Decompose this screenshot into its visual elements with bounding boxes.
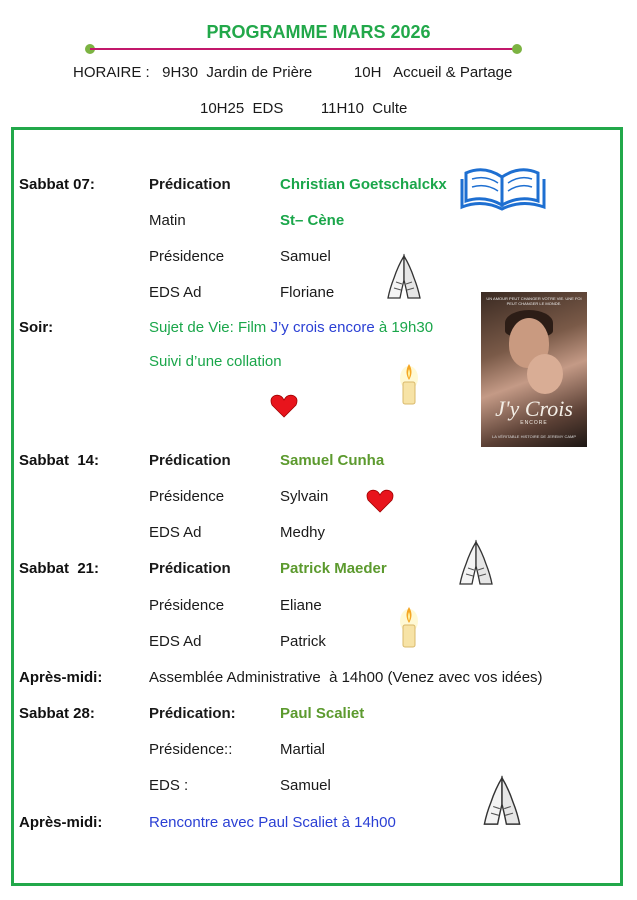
sabbat-21-predication-label: Prédication [149,560,231,577]
sabbat-21-label: Sabbat 21: [19,560,100,577]
sabbat-14-preacher: Samuel Cunha [280,452,385,469]
open-book-icon [460,163,546,211]
sabbat-07-label: Sabbat 07: [19,176,95,193]
sabbat-28-presidence-value: Martial [280,741,326,758]
sabbat-21-presidence-value: Eliane [280,597,322,614]
sabbat-28-apres-value: Rencontre avec Paul Scaliet à 14h00 [149,814,396,831]
sabbat-07-eds-value: Floriane [280,284,335,301]
sabbat-14-predication-label: Prédication [149,452,231,469]
praying-hands-icon [480,772,524,830]
sabbat-21-presidence-label: Présidence [149,597,225,614]
sabbat-07-matin-label: Matin [149,212,186,229]
sabbat-28-label: Sabbat 28: [19,705,95,722]
title-divider [90,48,518,50]
sabbat-07-preacher: Christian Goetschalckx [280,176,447,193]
candle-icon [398,601,420,649]
poster-figure-woman [527,354,563,394]
soir-suffix: à 19h30 [374,319,434,336]
sabbat-21-preacher: Patrick Maeder [280,560,387,577]
sabbat-07-predication-label: Prédication [149,176,231,193]
sabbat-28-predication-label: Prédication: [149,705,236,722]
praying-hands-icon [453,538,499,588]
page-title: PROGRAMME MARS 2026 [206,22,431,42]
sabbat-28-presidence-label: Présidence:: [149,741,233,758]
sabbat-07-soir-label: Soir: [19,319,54,336]
sabbat-07-presidence-value: Samuel [280,248,331,265]
rule-right-dot [512,44,522,54]
sabbat-14-eds-label: EDS Ad [149,524,202,541]
schedule-hours-line-2: 10H25 EDS 11H10 Culte [200,100,408,117]
sabbat-21-apres-value: Assemblée Administrative à 14h00 (Venez avec vos idées) [149,669,543,686]
schedule-hours-line-1: HORAIRE : 9H30 Jardin de Prière 10H Accueil & Partage [73,64,513,81]
sabbat-07-presidence-label: Présidence [149,248,225,265]
poster-credit: LA VÉRITABLE HISTOIRE DE JEREMY CAMP [491,434,577,439]
sabbat-28-eds-label: EDS : [149,777,189,794]
heart-icon [270,394,298,418]
sabbat-28-eds-value: Samuel [280,777,331,794]
poster-tagline: UN AMOUR PEUT CHANGER VOTRE VIE. UNE FOI PEUT CHANGER LE MONDE. [486,296,582,306]
poster-subtitle: ENCORE [520,420,548,426]
soir-film-title: J’y crois encore [270,319,375,336]
sabbat-07-matin-value: St– Cène [280,212,345,229]
praying-hands-icon [384,252,424,302]
sabbat-28-apres-label: Après-midi: [19,814,103,831]
sabbat-07-soir-line [149,319,433,337]
sabbat-21-eds-label: EDS Ad [149,633,202,650]
sabbat-07-eds-label: EDS Ad [149,284,202,301]
soir-prefix: Sujet de Vie: Film [149,319,271,336]
poster-title: J'y Crois [495,396,573,421]
sabbat-14-label: Sabbat 14: [19,452,100,469]
heart-icon [366,489,394,513]
sabbat-21-eds-value: Patrick [280,633,326,650]
program-frame [11,127,623,886]
sabbat-21-apres-label: Après-midi: [19,669,103,686]
sabbat-07-soir-line-2: Suivi d’une collation [149,353,282,370]
sabbat-28-preacher: Paul Scaliet [280,705,365,722]
candle-icon [398,358,420,406]
sabbat-14-eds-value: Medhy [280,524,326,541]
sabbat-14-presidence-value: Sylvain [280,488,329,505]
sabbat-14-presidence-label: Présidence [149,488,225,505]
film-poster [481,292,587,447]
